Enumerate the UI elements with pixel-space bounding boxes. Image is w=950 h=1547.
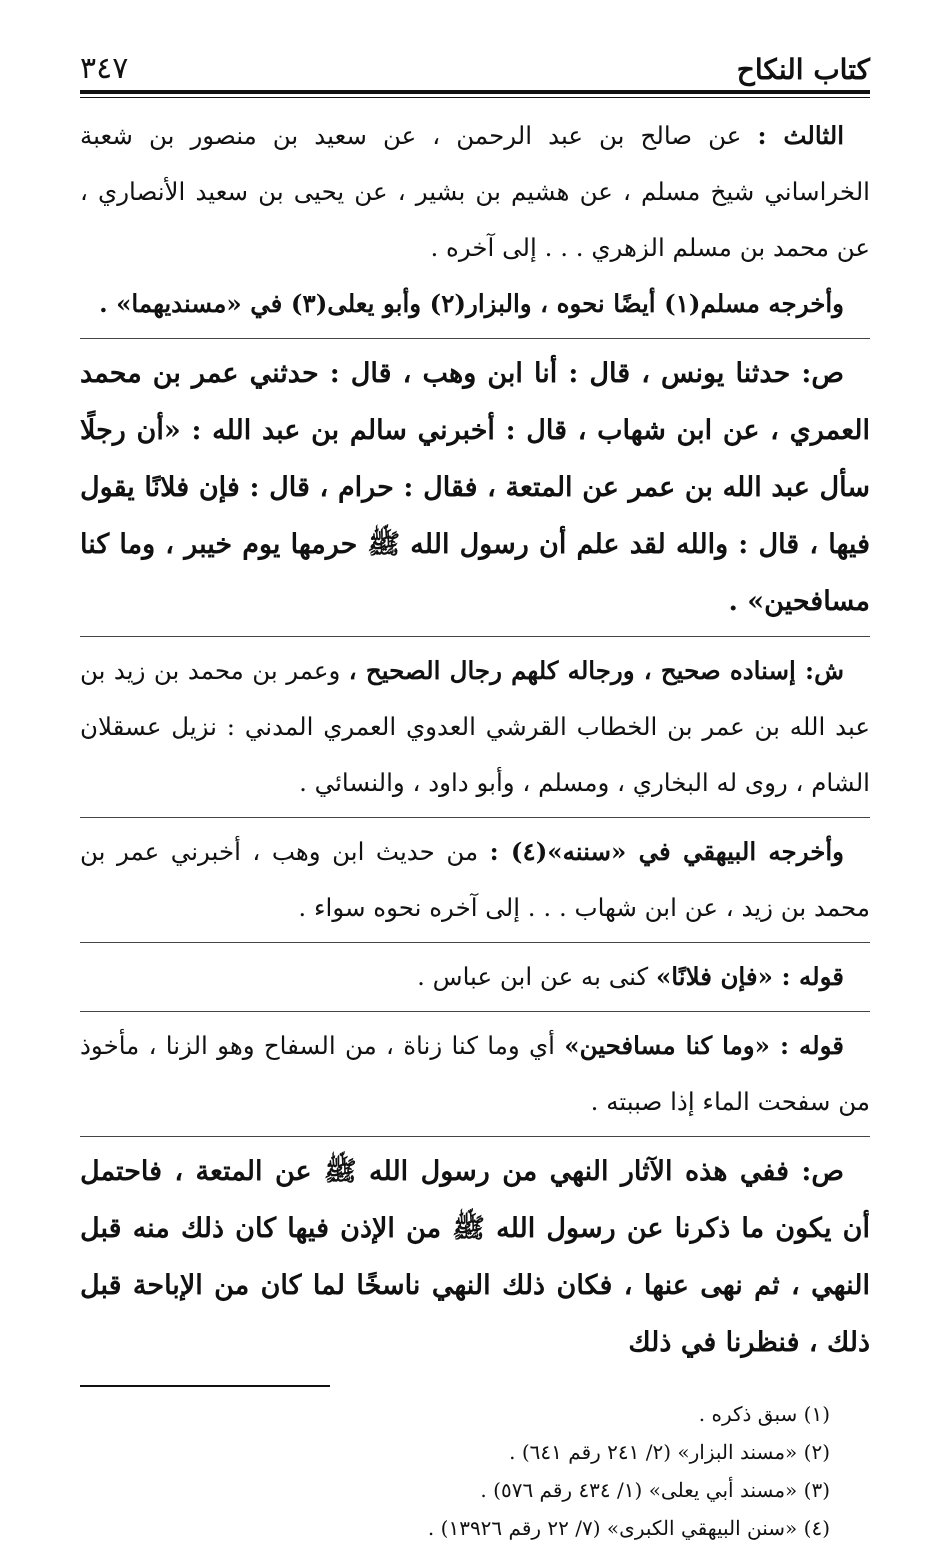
section-divider	[80, 817, 870, 818]
paragraph-muslim-reference	[80, 276, 870, 332]
paragraph-lead: ص:	[801, 358, 844, 389]
paragraph-text: أي وما كنا زناة ، من السفاح وهو الزنا ، مأخوذ من سفحت الماء إذا صببته .	[80, 1031, 870, 1116]
section-divider	[80, 942, 870, 943]
section-divider	[80, 636, 870, 637]
book-page	[80, 40, 870, 1547]
header-rule-thick	[80, 90, 870, 94]
chapter-title: كتاب النكاح	[736, 53, 870, 86]
paragraph-bayhaqi	[80, 824, 870, 936]
paragraph-lead: الثالث :	[757, 121, 844, 150]
paragraph-text: وعمر بن محمد بن زيد بن عبد الله بن عمر بن الخطاب القرشي العدوي العمري المدني : نزيل عسقلان الشام ، روى له البخاري ، ومسلم ، وأبو داود ، والنسائي .	[80, 656, 870, 797]
paragraph-lead: ص:	[801, 1156, 844, 1187]
footnotes	[80, 1395, 870, 1547]
paragraph-text: كنى به عن ابن عباس .	[417, 962, 656, 991]
footnote-4: (٤) «سنن البيهقي الكبرى» (٧/ ٢٢ رقم ١٣٩٢٦) .	[427, 1516, 830, 1540]
paragraph-lead: ش: إسناده صحيح ، ورجاله كلهم رجال الصحيح ،	[348, 656, 844, 685]
paragraph-text: حدثنا يونس ، قال : أنا ابن وهب ، قال : حدثني عمر بن محمد العمري ، عن ابن شهاب ، قال : أخبرني سالم بن عبد الله : «أن رجلًا سأل عبد الله بن عمر عن المتعة ، فقال : حرام ، قال : فإن فلانًا يقول فيها ، قال : والله لقد علم أن رسول الله ﷺ حرمها يوم خيبر ، وما كنا مسافحين» .	[80, 358, 870, 617]
paragraph-sharh	[80, 643, 870, 811]
paragraph-sad-conclusion	[80, 1143, 870, 1371]
paragraph-qawluh-fulan	[80, 949, 870, 1005]
paragraph-lead: قوله : «وما كنا مسافحين»	[564, 1031, 844, 1060]
paragraph-sad-hadith	[80, 345, 870, 630]
paragraph-lead: وأخرجه البيهقي في «سننه»(٤) :	[489, 837, 844, 866]
section-divider	[80, 1011, 870, 1012]
paragraph-text: عن صالح بن عبد الرحمن ، عن سعيد بن منصور بن شعبة الخراساني شيخ مسلم ، عن هشيم بن بشير ، عن يحيى بن سعيد الأنصاري ، عن محمد بن مسلم الزهري . . . إلى آخره .	[80, 121, 870, 262]
paragraph-qawluh-musafihin	[80, 1018, 870, 1130]
paragraph-lead: وأخرجه مسلم(١) أيضًا نحوه ، والبزار(٢) وأبو يعلى(٣) في «مسنديهما» .	[99, 289, 844, 318]
footnote-3: (٣) «مسند أبي يعلى» (١/ ٤٣٤ رقم ٥٧٦) .	[480, 1478, 830, 1502]
header-rule-thin	[80, 97, 870, 98]
footnote-rule	[80, 1385, 330, 1387]
paragraph-third-chain	[80, 108, 870, 276]
footnote-1: (١) سبق ذكره .	[698, 1402, 830, 1426]
paragraph-text: ففي هذه الآثار النهي من رسول الله ﷺ عن المتعة ، فاحتمل أن يكون ما ذكرنا عن رسول الله ﷺ من الإذن فيها كان ذلك منه قبل النهي ، ثم نهى عنها ، فكان ذلك النهي ناسخًا لما كان من الإباحة قبل ذلك ، فنظرنا في ذلك	[80, 1156, 870, 1358]
running-header	[80, 40, 870, 90]
paragraph-text: من حديث ابن وهب ، أخبرني عمر بن محمد بن زيد ، عن ابن شهاب . . . إلى آخره نحوه سواء .	[80, 837, 870, 922]
paragraph-lead: قوله : «فإن فلانًا»	[655, 962, 844, 991]
section-divider	[80, 338, 870, 339]
footnote-2: (٢) «مسند البزار» (٢/ ٢٤١ رقم ٦٤١) .	[509, 1440, 830, 1464]
section-divider	[80, 1136, 870, 1137]
page-number: ٣٤٧	[80, 51, 129, 86]
main-text	[80, 108, 870, 1371]
